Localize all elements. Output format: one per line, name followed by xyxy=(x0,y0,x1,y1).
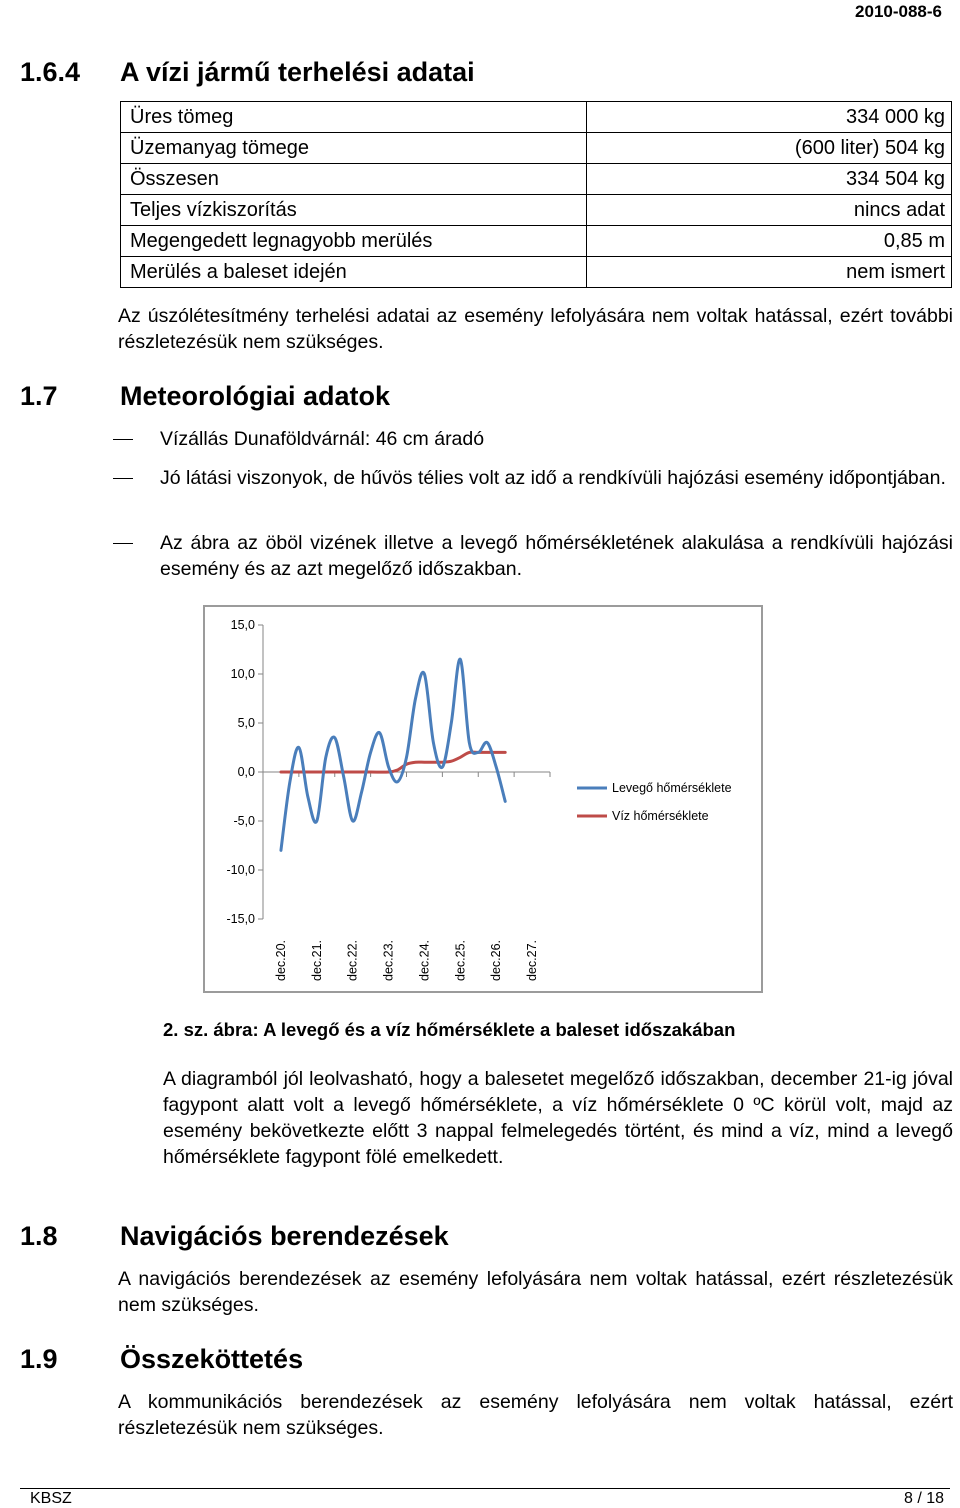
section-number: 1.8 xyxy=(20,1221,58,1251)
section-heading-1-7 xyxy=(20,381,920,415)
bullet-dash xyxy=(113,439,133,440)
x-tick-label: dec.25. xyxy=(453,939,468,981)
load-data-table xyxy=(120,101,952,288)
chart-paragraph: A diagramból jól leolvasható, hogy a balesetet megelőző időszakban, december 21-ig jóval fagypont alatt volt a levegő hőmérséklete, a víz hőmérséklete 0 ºC körül volt, majd az esemény bekövetkezte előtt 3 nappal felmelegedés történt, és mind a víz, mind a levegő hőmérséklete fagypont fölé emelkedett. xyxy=(163,1068,953,1168)
y-tick-label: -15,0 xyxy=(226,912,255,926)
x-tick-label: dec.27. xyxy=(525,939,540,981)
x-tick-label: dec.21. xyxy=(309,939,324,981)
row-value: 334 000 kg xyxy=(587,102,952,133)
bullet-text: Jó látási viszonyok, de hűvös télies volt az idő a rendkívüli hajózási esemény időpontjában. xyxy=(160,467,946,489)
x-tick-label: dec.23. xyxy=(381,939,396,981)
section-heading-1-8 xyxy=(20,1221,920,1255)
chart-svg xyxy=(205,607,761,991)
table-row xyxy=(121,133,952,164)
table-row xyxy=(121,195,952,226)
y-tick-label: 15,0 xyxy=(230,618,255,632)
series-line-water xyxy=(281,752,505,772)
section-number: 1.6.4 xyxy=(20,57,81,87)
section-title: Összeköttetés xyxy=(120,1344,304,1374)
section-title: Meteorológiai adatok xyxy=(120,381,391,411)
table-row xyxy=(121,102,952,133)
series-line-air xyxy=(281,659,505,850)
bullet-dash xyxy=(113,543,133,544)
temperature-chart xyxy=(203,605,763,993)
x-tick-label: dec.22. xyxy=(345,939,360,981)
legend-label: Víz hőmérséklete xyxy=(612,809,709,823)
bullet-item xyxy=(113,465,953,519)
footer-page-number: 8 / 18 xyxy=(903,1490,944,1507)
y-tick-label: -10,0 xyxy=(226,863,255,877)
legend-label: Levegő hőmérséklete xyxy=(612,781,732,795)
row-label: Üzemanyag tömege xyxy=(121,133,587,164)
row-value: (600 liter) 504 kg xyxy=(587,133,952,164)
y-tick-label: 5,0 xyxy=(237,716,255,730)
table-row xyxy=(121,257,952,288)
footer-divider xyxy=(20,1488,950,1489)
section-number: 1.9 xyxy=(20,1344,58,1374)
row-label: Teljes vízkiszorítás xyxy=(121,195,587,226)
x-tick-label: dec.24. xyxy=(417,939,432,981)
document-id: 2010-088-6 xyxy=(855,2,942,21)
row-value: 0,85 m xyxy=(587,226,952,257)
table-row xyxy=(121,164,952,195)
row-label: Megengedett legnagyobb merülés xyxy=(121,226,587,257)
bullet-dash xyxy=(113,478,133,479)
row-label: Merülés a baleset idején xyxy=(121,257,587,288)
x-tick-label: dec.20. xyxy=(273,939,288,981)
row-value: nincs adat xyxy=(587,195,952,226)
bullet-item xyxy=(113,530,953,584)
comm-paragraph: A kommunikációs berendezések az esemény lefolyására nem voltak hatással, ezért részletezésük nem szükséges. xyxy=(118,1391,953,1439)
footer-org: KBSZ xyxy=(30,1490,72,1507)
section-title: A vízi jármű terhelési adatai xyxy=(120,57,475,87)
section-title: Navigációs berendezések xyxy=(120,1221,449,1251)
figure-caption: 2. sz. ábra: A levegő és a víz hőmérséklete a baleset időszakában xyxy=(163,1019,736,1040)
row-label: Összesen xyxy=(121,164,587,195)
row-value: nem ismert xyxy=(587,257,952,288)
row-value: 334 504 kg xyxy=(587,164,952,195)
y-tick-label: 0,0 xyxy=(237,765,255,779)
section-heading-1-6-4 xyxy=(20,57,920,91)
section-heading-1-9 xyxy=(20,1344,920,1378)
nav-paragraph: A navigációs berendezések az esemény lefolyására nem voltak hatással, ezért részletezésük nem szükséges. xyxy=(118,1268,953,1316)
bullet-item xyxy=(113,426,953,454)
load-note: Az úszólétesítmény terhelési adatai az esemény lefolyására nem voltak hatással, ezért további részletezésük nem szükséges. xyxy=(118,305,953,353)
y-tick-label: -5,0 xyxy=(233,814,255,828)
x-tick-label: dec.26. xyxy=(489,939,504,981)
row-label: Üres tömeg xyxy=(121,102,587,133)
bullet-text: Vízállás Dunaföldvárnál: 46 cm áradó xyxy=(160,428,485,450)
y-tick-label: 10,0 xyxy=(230,667,255,681)
table-row xyxy=(121,226,952,257)
section-number: 1.7 xyxy=(20,381,58,411)
bullet-text: Az ábra az öböl vizének illetve a levegő hőmérsékletének alakulása a rendkívüli hajózási esemény és az azt megelőző időszakban. xyxy=(160,532,953,580)
